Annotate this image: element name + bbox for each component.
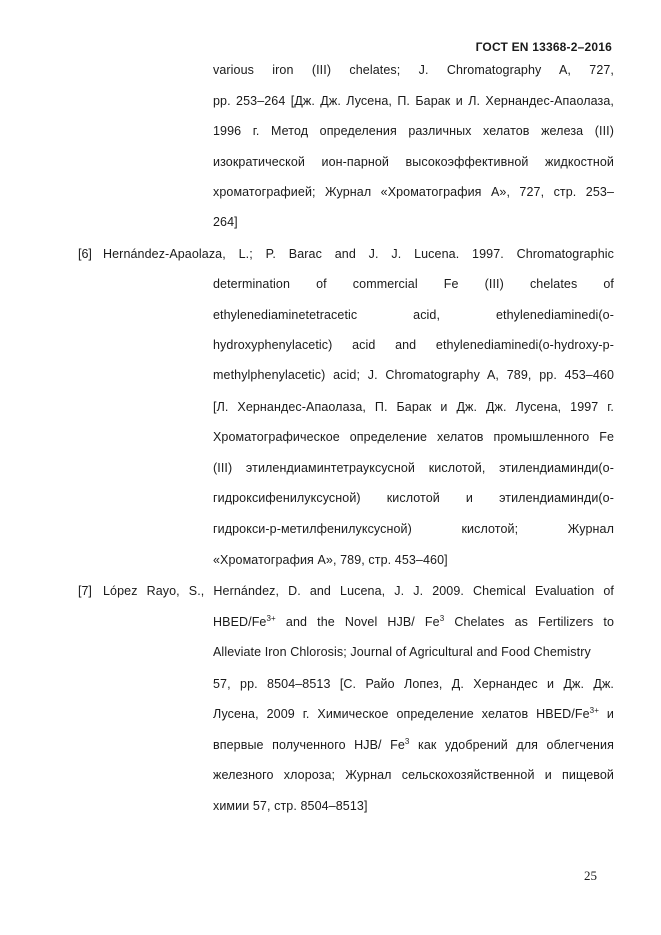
ref5-line: various iron (III) chelates; J. Chromatography A, 727,: [213, 63, 614, 77]
ref5-line: pp. 253–264 [Дж. Дж. Лусена, П. Барак и Л. Хернандес-Апаолаза,: [213, 94, 614, 108]
ref6-line: ethylenediaminetetracetic acid, ethylenediaminedi(o-: [213, 308, 614, 322]
ref7-text: HBED/Fe: [213, 615, 267, 629]
ref7-first-line: López Rayo, S., Hernández, D. and Lucena, J. J. 2009. Chemical Evaluation of: [103, 584, 614, 598]
ref7-line: Alleviate Iron Chlorosis; Journal of Agricultural and Food Chemistry: [213, 645, 591, 659]
ref7-text: и: [598, 707, 614, 721]
ref5-line: хроматографией; Журнал «Хроматография A», 727, стр. 253–: [213, 185, 614, 199]
ref7-text: and the Novel HJB/ Fe: [275, 615, 440, 629]
ref7-text: как удобрений для облегчения: [409, 738, 614, 752]
ref7-line: химии 57, стр. 8504–8513]: [213, 799, 368, 813]
ref6-line: Хроматографическое определение хелатов промышленного Fe: [213, 430, 614, 444]
ref6-number: [6]: [78, 247, 92, 261]
ref6-line: determination of commercial Fe (III) chelates of: [213, 277, 614, 291]
ref6-line: (III) этилендиаминтетрауксусной кислотой, этилендиаминди(о-: [213, 461, 614, 475]
ref6-line: [Л. Хернандес-Апаолаза, П. Барак и Дж. Дж. Лусена, 1997 г.: [213, 400, 614, 414]
ref7-text: Chelates as Fertilizers to: [444, 615, 614, 629]
ref5-line: изократической ион-парной высокоэффективной жидкостной: [213, 155, 614, 169]
superscript: 3: [404, 737, 410, 746]
ref7-text: Лусена, 2009 г. Химическое определение хелатов HBED/Fe: [213, 707, 590, 721]
ref6-line: гидроксифенилуксусной) кислотой и этилендиаминди(о-: [213, 491, 614, 505]
ref6-line: гидрокси-р-метилфенилуксусной) кислотой; Журнал: [213, 522, 614, 536]
ref7-text: впервые полученного HJB/ Fe: [213, 738, 405, 752]
superscript: 3: [439, 614, 445, 623]
ref7-line: [213, 738, 614, 752]
ref7-line: 57, pp. 8504–8513 [С. Райо Лопез, Д. Хернандес и Дж. Дж.: [213, 677, 614, 691]
ref6-first-line: Hernández-Apaolaza, L.; P. Barac and J. J. Lucena. 1997. Chromatographic: [103, 247, 614, 261]
ref7-number: [7]: [78, 584, 92, 598]
document-header: ГОСТ EN 13368-2–2016: [475, 40, 612, 54]
ref6-line: «Хроматография A», 789, стр. 453–460]: [213, 553, 448, 567]
ref5-line: 264]: [213, 215, 238, 229]
superscript: 3+: [589, 706, 599, 715]
ref6-line: hydroxyphenylacetic) acid and ethylenediaminedi(o-hydroxy-p-: [213, 338, 614, 352]
ref7-line: [213, 615, 614, 629]
superscript: 3+: [266, 614, 276, 623]
ref7-line: железного хлороза; Журнал сельскохозяйственной и пищевой: [213, 768, 614, 782]
ref6-line: methylphenylacetic) acid; J. Chromatography A, 789, pp. 453–460: [213, 368, 614, 382]
ref7-line: [213, 707, 614, 721]
page-number: 25: [584, 868, 597, 883]
ref5-line: 1996 г. Метод определения различных хелатов железа (III): [213, 124, 614, 138]
